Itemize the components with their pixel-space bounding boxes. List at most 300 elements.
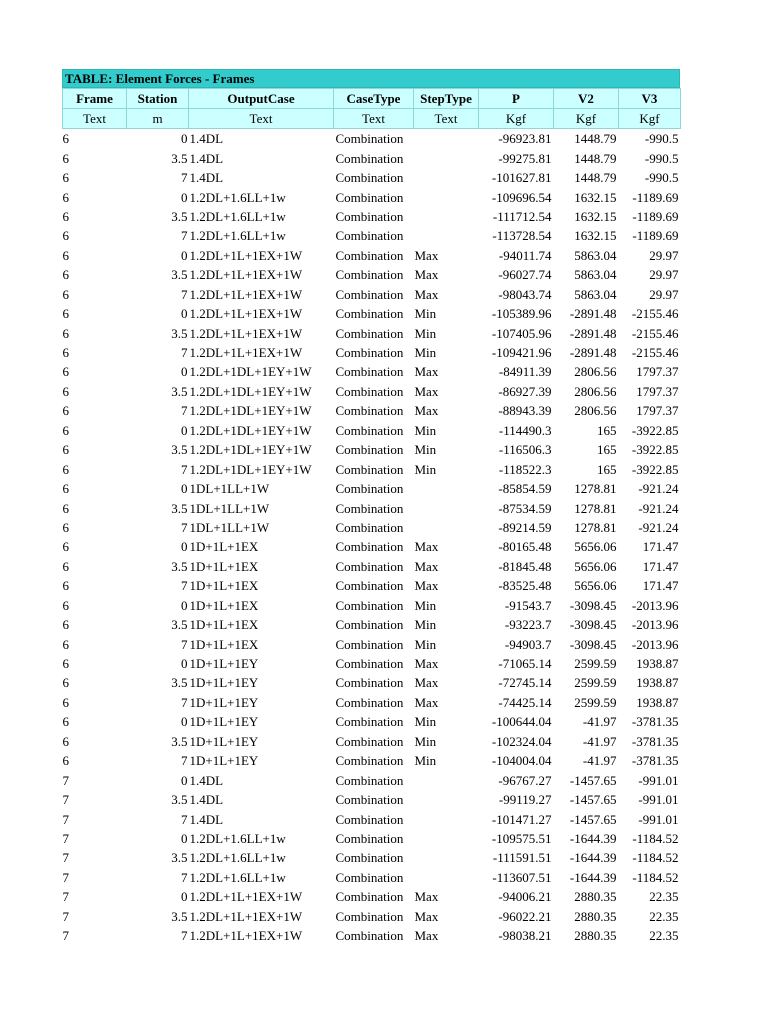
cell-v2: 1632.15 [574,189,617,205]
cell-step-type: Max [414,908,439,924]
table-row [63,634,681,653]
cell-v3: -1189.69 [632,189,679,205]
cell-case-type: Combination [335,345,404,361]
unit-p: Kgf [479,109,554,129]
cell-station: 7 [181,228,188,244]
cell-frame: 6 [62,617,69,633]
cell-case-type: Combination [335,597,404,613]
cell-step-type: Max [414,558,439,574]
cell-p: -99119.27 [498,792,552,808]
table-row [63,187,681,206]
cell-output-case: 1.2DL+1DL+1EY+1W [189,403,312,419]
cell-frame: 6 [62,733,69,749]
cell-frame: 6 [62,461,69,477]
cell-v2: 2880.35 [574,889,617,905]
cell-v2: -2891.48 [569,306,617,322]
cell-p: -101471.27 [491,811,552,827]
cell-p: -71065.14 [498,656,552,672]
cell-step-type: Min [414,597,437,613]
cell-step-type [414,148,479,167]
cell-station: 3.5 [171,500,188,516]
cell-output-case: 1.4DL [189,772,224,788]
cell-station: 7 [181,461,188,477]
table-row [63,654,681,673]
cell-case-type: Combination [335,714,404,730]
cell-v2: 2806.56 [574,403,617,419]
table-body [63,129,681,946]
cell-p: -100644.04 [491,714,552,730]
cell-step-type: Max [414,928,439,944]
cell-v2: -1644.39 [569,830,617,846]
cell-v2: -3098.45 [569,597,617,613]
cell-frame: 6 [62,150,69,166]
cell-v3: 1938.87 [636,656,679,672]
cell-output-case: 1.4DL [189,792,224,808]
cell-station: 7 [181,519,188,535]
cell-frame: 6 [62,170,69,186]
cell-output-case: 1DL+1LL+1W [189,519,270,535]
cell-station: 3.5 [171,675,188,691]
cell-p: -99275.81 [498,150,552,166]
cell-output-case: 1.4DL [189,811,224,827]
cell-case-type: Combination [335,364,404,380]
cell-frame: 7 [62,792,69,808]
cell-output-case: 1.2DL+1L+1EX+1W [189,889,303,905]
table-row [63,498,681,517]
cell-v2: -3098.45 [569,617,617,633]
table-row [63,887,681,906]
unit-output-case: Text [189,109,334,129]
cell-v3: -990.5 [644,170,679,186]
cell-station: 3.5 [171,325,188,341]
cell-p: -102324.04 [491,733,552,749]
element-forces-sheet [62,69,680,945]
cell-station: 0 [181,481,188,497]
cell-case-type: Combination [335,558,404,574]
table-row [63,323,681,342]
table-row [63,829,681,848]
cell-step-type: Max [414,889,439,905]
cell-p: -96022.21 [498,908,552,924]
cell-p: -114490.3 [498,422,552,438]
cell-output-case: 1D+1L+1EY [189,675,259,691]
header-v3: V3 [619,89,681,109]
cell-p: -96767.27 [498,772,552,788]
cell-case-type: Combination [335,383,404,399]
cell-step-type: Min [414,753,437,769]
table-row [63,265,681,284]
table-row [63,596,681,615]
cell-v3: 1797.37 [636,403,679,419]
cell-step-type [414,809,479,828]
cell-station: 0 [181,656,188,672]
cell-v3: -990.5 [644,131,679,147]
cell-p: -105389.96 [491,306,552,322]
cell-v2: 1448.79 [574,131,617,147]
cell-case-type: Combination [335,617,404,633]
cell-frame: 7 [62,811,69,827]
cell-frame: 6 [62,578,69,594]
cell-v2: -41.97 [582,714,617,730]
cell-station: 7 [181,345,188,361]
cell-case-type: Combination [335,442,404,458]
cell-case-type: Combination [335,578,404,594]
cell-step-type [414,868,479,887]
cell-output-case: 1.2DL+1L+1EX+1W [189,286,303,302]
cell-case-type: Combination [335,325,404,341]
cell-frame: 6 [62,306,69,322]
cell-frame: 6 [62,364,69,380]
cell-station: 0 [181,189,188,205]
cell-step-type: Max [414,247,439,263]
cell-station: 0 [181,714,188,730]
cell-v3: -2013.96 [631,597,679,613]
unit-v2: Kgf [554,109,619,129]
cell-v2: 165 [597,442,617,458]
cell-v2: 2880.35 [574,928,617,944]
cell-output-case: 1.2DL+1.6LL+1w [189,869,286,885]
cell-station: 7 [181,578,188,594]
cell-v3: -3781.35 [631,714,679,730]
cell-p: -94011.74 [498,247,552,263]
cell-v3: 171.47 [642,578,679,594]
cell-p: -84911.39 [498,364,552,380]
cell-output-case: 1.4DL [189,170,224,186]
cell-p: -80165.48 [498,539,552,555]
table-row [63,615,681,634]
cell-station: 3.5 [171,442,188,458]
cell-frame: 6 [62,675,69,691]
table-row [63,576,681,595]
table-row [63,459,681,478]
cell-output-case: 1D+1L+1EY [189,714,259,730]
cell-output-case: 1.2DL+1L+1EX+1W [189,247,303,263]
cell-v2: -1457.65 [569,792,617,808]
cell-step-type [414,848,479,867]
cell-station: 0 [181,247,188,263]
cell-case-type: Combination [335,461,404,477]
table-row [63,246,681,265]
cell-v3: -2155.46 [631,306,679,322]
cell-p: -109421.96 [491,345,552,361]
cell-frame: 7 [62,889,69,905]
cell-station: 3.5 [171,558,188,574]
cell-station: 3.5 [171,150,188,166]
table-row [63,770,681,789]
cell-station: 7 [181,811,188,827]
cell-v2: 2599.59 [574,694,617,710]
cell-case-type: Combination [335,247,404,263]
table-row [63,129,681,149]
cell-v3: -3781.35 [631,753,679,769]
cell-step-type: Max [414,539,439,555]
cell-p: -111591.51 [492,850,552,866]
cell-p: -89214.59 [498,519,552,535]
cell-station: 0 [181,772,188,788]
cell-station: 0 [181,131,188,147]
cell-v2: 2880.35 [574,908,617,924]
cell-v2: -1644.39 [569,869,617,885]
cell-station: 3.5 [171,208,188,224]
table-row [63,693,681,712]
cell-frame: 6 [62,519,69,535]
cell-p: -83525.48 [498,578,552,594]
cell-p: -96027.74 [498,267,552,283]
cell-case-type: Combination [335,928,404,944]
table-row [63,362,681,381]
cell-step-type: Max [414,656,439,672]
cell-p: -98043.74 [498,286,552,302]
cell-v2: -2891.48 [569,325,617,341]
cell-v2: 2599.59 [574,656,617,672]
cell-p: -86927.39 [498,383,552,399]
cell-v3: 29.97 [649,247,679,263]
cell-p: -111712.54 [492,208,552,224]
cell-step-type: Max [414,286,439,302]
cell-v3: -1184.52 [632,869,679,885]
cell-frame: 6 [62,656,69,672]
cell-frame: 7 [62,830,69,846]
cell-station: 7 [181,928,188,944]
cell-p: -113728.54 [492,228,552,244]
table-row [63,285,681,304]
cell-frame: 6 [62,597,69,613]
header-output-case: OutputCase [189,89,334,109]
cell-frame: 6 [62,636,69,652]
cell-v3: -991.01 [638,811,679,827]
cell-case-type: Combination [335,811,404,827]
cell-p: -94006.21 [498,889,552,905]
cell-station: 7 [181,286,188,302]
cell-frame: 7 [62,869,69,885]
table-row [63,479,681,498]
cell-v3: -3922.85 [631,461,679,477]
cell-step-type [414,498,479,517]
cell-p: -96923.81 [498,131,552,147]
cell-frame: 6 [62,753,69,769]
cell-station: 3.5 [171,908,188,924]
cell-p: -109575.51 [491,830,552,846]
cell-output-case: 1D+1L+1EX [189,617,259,633]
cell-p: -107405.96 [491,325,552,341]
cell-case-type: Combination [335,772,404,788]
table-row [63,712,681,731]
cell-v2: 2806.56 [574,383,617,399]
column-header-row [63,89,681,109]
cell-case-type: Combination [335,150,404,166]
cell-p: -85854.59 [498,481,552,497]
table-row [63,518,681,537]
cell-output-case: 1.2DL+1L+1EX+1W [189,928,303,944]
cell-v3: -1184.52 [632,850,679,866]
cell-frame: 6 [62,325,69,341]
cell-station: 0 [181,422,188,438]
cell-frame: 6 [62,694,69,710]
cell-v3: 22.35 [649,889,679,905]
cell-step-type: Min [414,733,437,749]
cell-p: -87534.59 [498,500,552,516]
cell-frame: 6 [62,539,69,555]
cell-v3: -1184.52 [632,830,679,846]
cell-step-type: Min [414,345,437,361]
cell-case-type: Combination [335,656,404,672]
cell-v3: 29.97 [649,286,679,302]
cell-frame: 7 [62,928,69,944]
cell-v2: 165 [597,422,617,438]
cell-frame: 6 [62,481,69,497]
cell-step-type [414,479,479,498]
cell-frame: 6 [62,422,69,438]
cell-v3: 1938.87 [636,694,679,710]
cell-step-type: Min [414,636,437,652]
cell-output-case: 1.2DL+1L+1EX+1W [189,306,303,322]
cell-v3: 1797.37 [636,383,679,399]
cell-station: 0 [181,889,188,905]
cell-case-type: Combination [335,189,404,205]
cell-station: 0 [181,597,188,613]
cell-v2: 5656.06 [574,578,617,594]
unit-v3: Kgf [619,109,681,129]
cell-case-type: Combination [335,908,404,924]
cell-v2: 5863.04 [574,286,617,302]
cell-output-case: 1.2DL+1L+1EX+1W [189,325,303,341]
cell-case-type: Combination [335,500,404,516]
cell-output-case: 1.4DL [189,150,224,166]
cell-case-type: Combination [335,733,404,749]
cell-output-case: 1.2DL+1.6LL+1w [189,830,286,846]
header-station: Station [127,89,189,109]
cell-frame: 6 [62,714,69,730]
cell-v3: 171.47 [642,558,679,574]
cell-step-type: Min [414,306,437,322]
cell-step-type: Min [414,422,437,438]
cell-output-case: 1.2DL+1DL+1EY+1W [189,383,312,399]
cell-output-case: 1D+1L+1EX [189,578,259,594]
cell-v2: 1448.79 [574,150,617,166]
unit-station: m [127,109,189,129]
cell-output-case: 1.2DL+1DL+1EY+1W [189,461,312,477]
cell-case-type: Combination [335,753,404,769]
cell-frame: 6 [62,286,69,302]
cell-step-type: Max [414,578,439,594]
table-row [63,751,681,770]
cell-case-type: Combination [335,403,404,419]
cell-v3: 22.35 [649,928,679,944]
cell-v2: -1457.65 [569,772,617,788]
cell-p: -88943.39 [498,403,552,419]
table-row [63,926,681,945]
cell-station: 3.5 [171,792,188,808]
cell-step-type: Max [414,364,439,380]
cell-p: -101627.81 [491,170,552,186]
cell-frame: 6 [62,247,69,263]
cell-v2: 5656.06 [574,539,617,555]
table-row [63,226,681,245]
cell-v3: -921.24 [638,500,679,516]
cell-v3: -2155.46 [631,345,679,361]
cell-v2: -1457.65 [569,811,617,827]
cell-station: 7 [181,170,188,186]
cell-frame: 6 [62,403,69,419]
cell-station: 7 [181,636,188,652]
table-row [63,790,681,809]
cell-station: 0 [181,830,188,846]
cell-case-type: Combination [335,267,404,283]
cell-step-type [414,226,479,245]
cell-v3: -921.24 [638,519,679,535]
cell-step-type [414,187,479,206]
cell-case-type: Combination [335,306,404,322]
cell-v2: -3098.45 [569,636,617,652]
cell-output-case: 1.2DL+1L+1EX+1W [189,267,303,283]
cell-v3: 171.47 [642,539,679,555]
cell-output-case: 1.2DL+1.6LL+1w [189,228,286,244]
cell-v3: 22.35 [649,908,679,924]
cell-station: 3.5 [171,383,188,399]
table-row [63,440,681,459]
table-row [63,848,681,867]
cell-output-case: 1D+1L+1EY [189,733,259,749]
cell-output-case: 1.4DL [189,131,224,147]
table-row [63,304,681,323]
table-row [63,207,681,226]
cell-v2: -41.97 [582,733,617,749]
table-row [63,732,681,751]
cell-output-case: 1.2DL+1.6LL+1w [189,208,286,224]
cell-p: -116506.3 [498,442,552,458]
cell-v2: 1632.15 [574,228,617,244]
cell-p: -94903.7 [504,636,552,652]
cell-output-case: 1DL+1LL+1W [189,500,270,516]
cell-output-case: 1D+1L+1EX [189,539,259,555]
cell-output-case: 1D+1L+1EX [189,636,259,652]
cell-v2: -1644.39 [569,850,617,866]
cell-frame: 6 [62,442,69,458]
cell-station: 7 [181,403,188,419]
cell-station: 3.5 [171,617,188,633]
cell-step-type [414,829,479,848]
cell-station: 0 [181,539,188,555]
table-row [63,421,681,440]
cell-output-case: 1DL+1LL+1W [189,481,270,497]
cell-case-type: Combination [335,286,404,302]
unit-case-type: Text [334,109,414,129]
cell-v3: -3922.85 [631,442,679,458]
element-forces-table [62,88,681,945]
table-row [63,148,681,167]
cell-p: -91543.7 [504,597,552,613]
cell-step-type: Min [414,714,437,730]
cell-station: 7 [181,869,188,885]
cell-frame: 6 [62,131,69,147]
cell-frame: 6 [62,345,69,361]
cell-output-case: 1D+1L+1EY [189,656,259,672]
cell-p: -72745.14 [498,675,552,691]
cell-v3: 29.97 [649,267,679,283]
cell-frame: 6 [62,267,69,283]
cell-step-type: Max [414,267,439,283]
cell-case-type: Combination [335,869,404,885]
cell-station: 3.5 [171,267,188,283]
cell-v3: -2013.96 [631,617,679,633]
cell-output-case: 1.2DL+1DL+1EY+1W [189,442,312,458]
cell-p: -98038.21 [498,928,552,944]
unit-step-type: Text [414,109,479,129]
cell-v3: -2013.96 [631,636,679,652]
cell-frame: 6 [62,558,69,574]
cell-v3: 1938.87 [636,675,679,691]
cell-case-type: Combination [335,539,404,555]
